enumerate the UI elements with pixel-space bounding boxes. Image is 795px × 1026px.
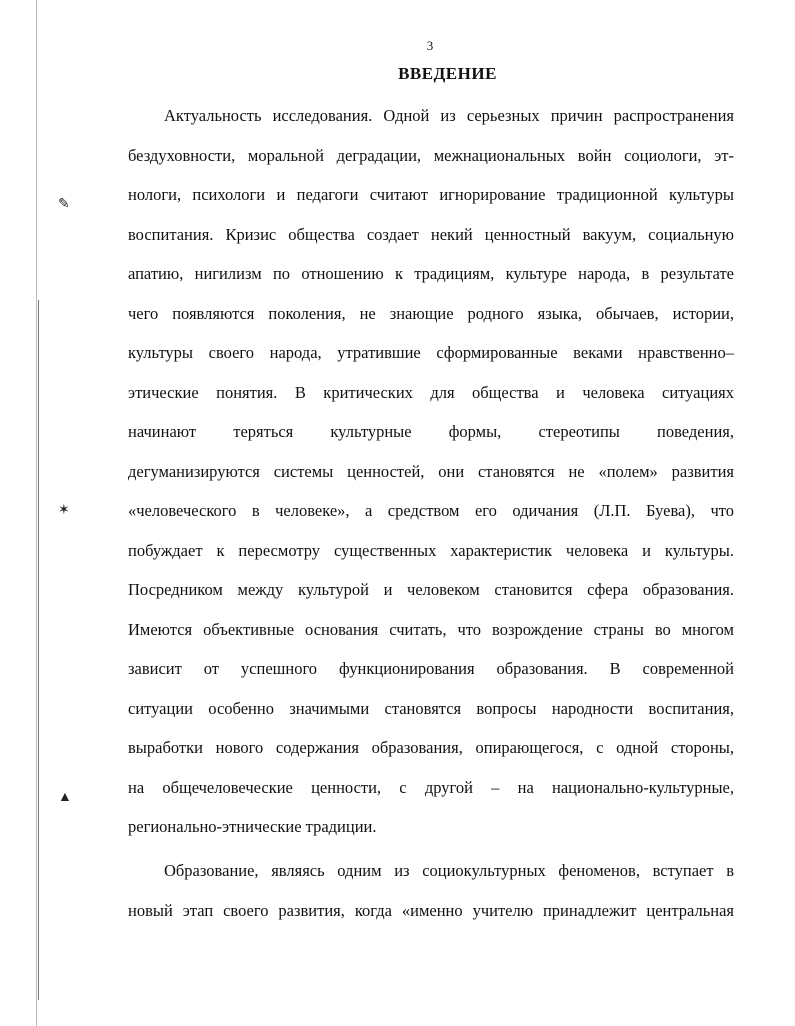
margin-mark: ▲ [58, 790, 72, 805]
text-line: этические понятия. В критических для общества и человека ситуациях [128, 382, 734, 402]
margin-mark: ✶ [58, 503, 70, 518]
text-line: побуждает к пересмотру существенных характеристик человека и культуры. [128, 540, 734, 560]
text-line: регионально-этнические традиции. [128, 817, 377, 836]
text-line: апатию, нигилизм по отношению к традициям, культуре народа, в результате [128, 264, 734, 283]
text-line: дегуманизируются системы ценностей, они становятся не «полем» развития [128, 461, 734, 481]
text-line: на общечеловеческие ценности, с другой – на национально-культурные, [128, 777, 734, 797]
margin-mark: ✎ [58, 197, 70, 212]
text-line: выработки нового содержания образования, опирающегося, с одной стороны, [128, 738, 734, 757]
scan-edge-line [36, 0, 37, 1026]
text-line: ситуации особенно значимыми становятся вопросы народности воспитания, [128, 698, 734, 718]
paragraph [128, 96, 734, 847]
text-line: воспитания. Кризис общества создает некий ценностный вакуум, социальную [128, 224, 734, 244]
section-heading: ВВЕДЕНИЕ [398, 64, 497, 83]
text-line: Имеются объективные основания считать, что возрождение страны во многом [128, 619, 734, 639]
text-line: бездуховности, моральной деградации, межнациональных войн социологи, эт- [128, 145, 734, 165]
text-line: «человеческого в человеке», а средством его одичания (Л.П. Буева), что [128, 501, 734, 520]
text-line: нологи, психологи и педагоги считают игнорирование традиционной культуры [128, 185, 734, 204]
text-line: чего появляются поколения, не знающие родного языка, обычаев, истории, [128, 303, 734, 323]
text-line: Актуальность исследования. Одной из серьезных причин распространения [164, 106, 734, 125]
text-line: Образование, являясь одним из социокультурных феноменов, вступает в [164, 861, 734, 880]
text-line: Посредником между культурой и человеком становится сфера образования. [128, 580, 734, 599]
text-line: культуры своего народа, утратившие сформированные веками нравственно– [128, 343, 734, 362]
scan-edge-line [38, 300, 39, 1000]
text-line: зависит от успешного функционирования образования. В современной [128, 659, 734, 678]
text-line: новый этап своего развития, когда «именно учителю принадлежит центральная [128, 900, 734, 920]
paragraph [128, 851, 734, 930]
text-line: начинают теряться культурные формы, стереотипы поведения, [128, 422, 734, 441]
page-number: 3 [426, 38, 434, 53]
